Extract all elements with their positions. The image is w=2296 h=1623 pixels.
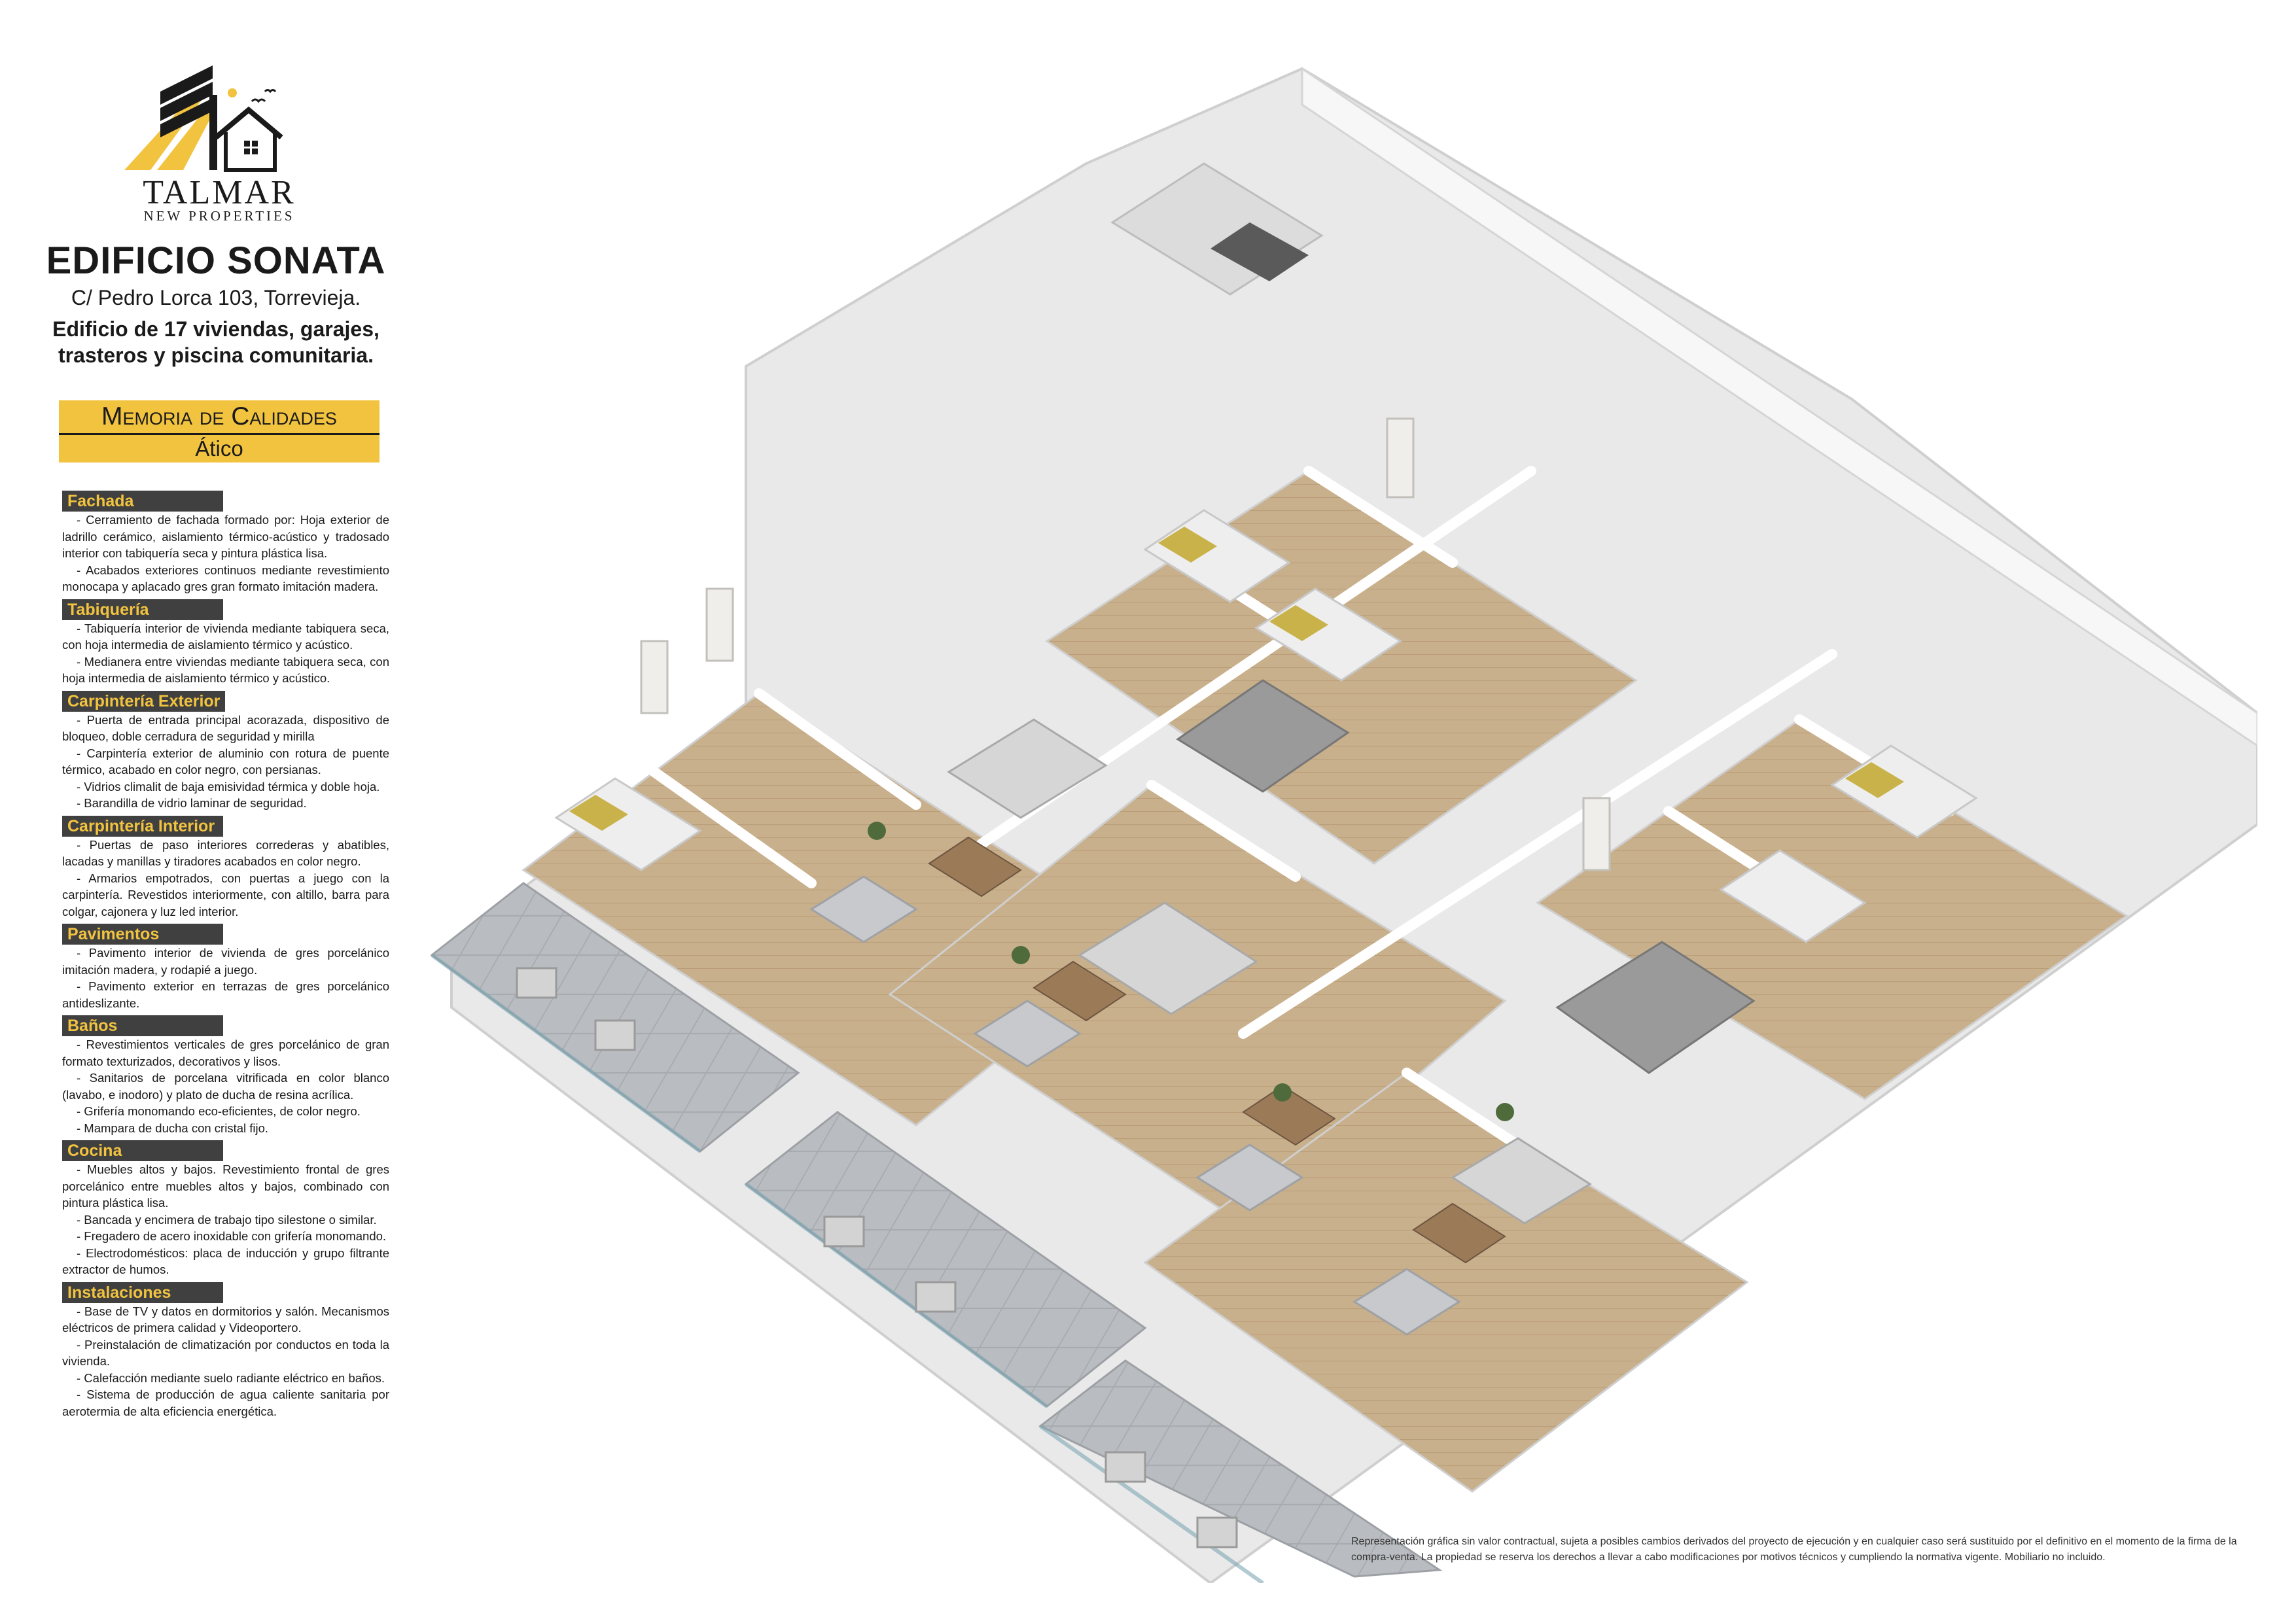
- section-paragraph: - Muebles altos y bajos. Revestimiento frontal de gres porcelánico entre muebles altos y bajos, combinado con pintura plástica lisa.: [62, 1162, 389, 1210]
- section-paragraph: - Electrodomésticos: placa de inducción y grupo filtrante extractor de humos.: [62, 1246, 389, 1276]
- specifications-list: [62, 491, 389, 1423]
- section-paragraph: - Preinstalación de climatización por conductos en toda la vivienda.: [62, 1337, 389, 1368]
- section-heading: Cocina: [62, 1140, 223, 1161]
- section-paragraph: - Base de TV y datos en dormitorios y salón. Mecanismos eléctricos de primera calidad y Videoportero.: [62, 1304, 389, 1335]
- section-heading: Pavimentos: [62, 924, 223, 945]
- section-instalaciones: [62, 1282, 389, 1420]
- section-heading: Tabiquería: [62, 599, 223, 620]
- section-paragraph: - Vidrios climalit de baja emisividad térmica y doble hoja.: [77, 779, 380, 794]
- section-paragraph: - Mampara de ducha con cristal fijo.: [77, 1121, 269, 1135]
- section-paragraph: - Acabados exteriores continuos mediante revestimiento monocapa y aplacado gres gran formato imitación madera.: [62, 563, 389, 593]
- section-paragraph: - Sanitarios de porcelana vitrificada en color blanco (lavabo, e inodoro) y plato de ducha de resina acrílica.: [62, 1071, 389, 1102]
- section-paragraph: - Pavimento interior de vivienda de gres porcelánico imitación madera, y rodapié a juego.: [62, 946, 389, 977]
- section-paragraph: - Grifería monomando eco-eficientes, de color negro.: [77, 1104, 361, 1118]
- section-heading: Fachada: [62, 491, 223, 512]
- talmar-logo: [118, 59, 314, 177]
- brand-name: TALMAR: [143, 174, 296, 211]
- section-paragraph: - Bancada y encimera de trabajo tipo silestone o similar.: [77, 1212, 377, 1227]
- section-paragraph: - Carpintería exterior de aluminio con rotura de puente térmico, acabado en color negro, con persianas.: [62, 746, 389, 777]
- building-address: C/ Pedro Lorca 103, Torrevieja.: [71, 286, 361, 309]
- section-paragraph: - Barandilla de vidrio laminar de seguridad.: [77, 796, 307, 810]
- section-fachada: [62, 491, 389, 595]
- section-paragraph: - Puerta de entrada principal acorazada, dispositivo de bloqueo, doble cerradura de seguridad y mirilla: [62, 712, 389, 743]
- section-paragraph: - Medianera entre viviendas mediante tabiquera seca, con hoja intermedia de aislamiento térmico y acústico.: [62, 654, 389, 685]
- disclaimer-text: Representación gráfica sin valor contractual, sujeta a posibles cambios derivados del proyecto de ejecución y en cualquier caso será sustituido por el definitivo en el momento de la firma de la compra-venta. La propiedad se reserva los derechos a llevar a cabo modificaciones por motivos técnicos y cumpliendo la normativa vigente. Mobiliario no incluido.: [1351, 1536, 2237, 1563]
- logo-building-icon: [118, 59, 314, 173]
- section-paragraph: - Sistema de producción de agua caliente sanitaria por aerotermia de alta eficiencia energética.: [62, 1387, 389, 1418]
- section-carpinteria-interior: [62, 816, 389, 920]
- brand-subtitle: NEW PROPERTIES: [143, 208, 295, 224]
- floor-plan-illustration: [393, 52, 2257, 1583]
- section-paragraph: - Calefacción mediante suelo radiante eléctrico en baños.: [77, 1370, 385, 1385]
- section-paragraph: - Puertas de paso interiores correderas y abatibles, lacadas y manillas y tiradores acabados en color negro.: [62, 837, 389, 868]
- section-paragraph: - Pavimento exterior en terrazas de gres porcelánico antideslizante.: [62, 979, 389, 1010]
- section-heading: Carpintería Interior: [62, 816, 223, 837]
- section-heading: Carpintería Exterior: [62, 691, 225, 712]
- building-description-1: Edificio de 17 viviendas, garajes,: [52, 317, 380, 341]
- section-paragraph: - Fregadero de acero inoxidable con grifería monomando.: [77, 1229, 387, 1243]
- section-tabiqueria: [62, 599, 389, 687]
- section-cocina: [62, 1140, 389, 1278]
- building-title: EDIFICIO SONATA: [46, 239, 386, 282]
- section-paragraph: - Cerramiento de fachada formado por: Hoja exterior de ladrillo cerámico, aislamiento térmico-acústico y tradosado interior con tabiquería seca y pintura plástica lisa.: [62, 513, 389, 560]
- section-carpinteria-exterior: [62, 691, 389, 812]
- section-pavimentos: [62, 924, 389, 1011]
- section-banos: [62, 1015, 389, 1136]
- building-description-2: trasteros y piscina comunitaria.: [58, 343, 374, 367]
- section-heading: Instalaciones: [62, 1282, 223, 1303]
- section-paragraph: - Revestimientos verticales de gres porcelánico de gran formato texturizados, decorativos y lisos.: [62, 1038, 389, 1068]
- section-paragraph: - Armarios empotrados, con puertas a juego con la carpintería. Revestidos interiormente, con altillo, barra para colgar, cajonera y luz led interior.: [62, 871, 389, 918]
- memoria-floor: Ático: [59, 435, 380, 462]
- isometric-floor-plan: [393, 52, 2257, 1583]
- section-heading: Baños: [62, 1015, 223, 1036]
- memoria-title: Memoria de Calidades: [59, 400, 380, 435]
- section-paragraph: - Tabiquería interior de vivienda mediante tabiquera seca, con hoja intermedia de aislamiento térmico y acústico.: [62, 621, 389, 652]
